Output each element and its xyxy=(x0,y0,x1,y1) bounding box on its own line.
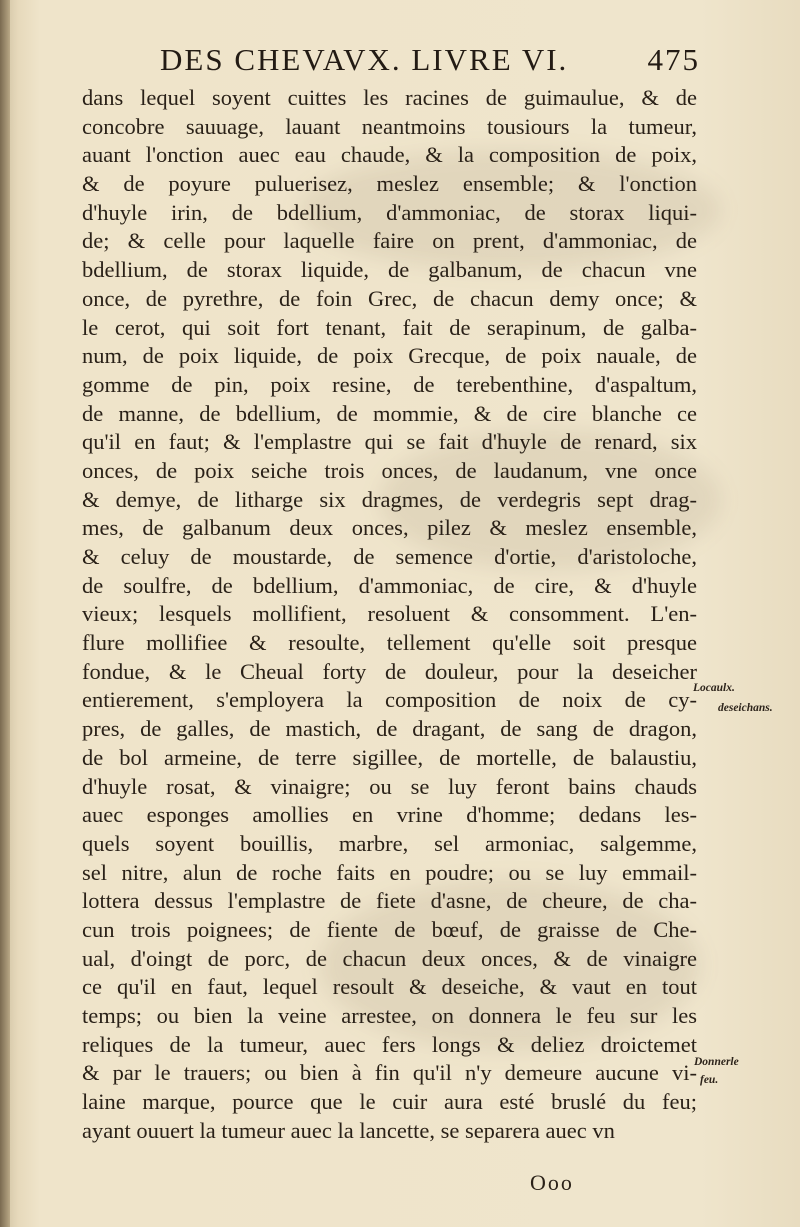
margin-notes xyxy=(693,0,793,1227)
binding-gutter xyxy=(0,0,10,1227)
text-line: ayant ouuert la tumeur auec la lancette, se separera auec vn xyxy=(82,1117,615,1143)
margin-note-locaulx xyxy=(693,682,773,715)
margin-note-line: Locaulx. xyxy=(693,682,735,694)
text-line: le cerot, qui soit fort tenant, fait de serapinum, de galba- xyxy=(82,314,697,340)
text-line: cun trois poignees; de fiente de bœuf, de graisse de Che- xyxy=(82,916,697,942)
running-title: DES CHEVAVX. LIVRE VI. xyxy=(160,42,569,77)
margin-note-donner-le-feu xyxy=(694,1056,739,1087)
text-line: reliques de la tumeur, auec fers longs & deliez droictemet xyxy=(82,1031,697,1057)
catchword: Ooo xyxy=(530,1170,574,1195)
text-line: d'huyle rosat, & vinaigre; ou se luy feront bains chauds xyxy=(82,773,697,799)
text-line: mes, de galbanum deux onces, pilez & meslez ensemble, xyxy=(82,515,697,541)
text-line: & de poyure puluerisez, meslez ensemble; & l'onction xyxy=(82,171,697,197)
text-line: vieux; lesquels mollifient, resoluent & consomment. L'en- xyxy=(82,601,697,627)
text-line: flure mollifiee & resoulte, tellement qu'elle soit presque xyxy=(82,630,697,656)
text-line: concobre sauuage, lauant neantmoins tousiours la tumeur, xyxy=(82,113,697,139)
text-line: & demye, de litharge six dragmes, de verdegris sept drag- xyxy=(82,486,697,512)
text-line: temps; ou bien la veine arrestee, on donnera le feu sur les xyxy=(82,1003,697,1028)
text-line: ce qu'il en faut, lequel resoult & deseiche, & vaut en tout xyxy=(82,974,697,1000)
text-line: auec esponges amollies en vrine d'homme; dedans les- xyxy=(82,802,697,828)
text-line: quels soyent bouillis, marbre, sel armoniac, salgemme, xyxy=(82,830,697,856)
text-line: lottera dessus l'emplastre de fiete d'asne, de cheure, de cha- xyxy=(82,888,697,914)
text-line: de; & celle pour laquelle faire on prent, d'ammoniac, de xyxy=(82,228,697,254)
text-line: de bol armeine, de terre sigillee, de mortelle, de balaustiu, xyxy=(82,744,697,770)
margin-note-line: deseichans. xyxy=(718,702,773,714)
text-line: ual, d'oingt de porc, de chacun deux onces, & de vinaigre xyxy=(82,945,697,971)
text-line: & celuy de moustarde, de semence d'ortie, d'aristoloche, xyxy=(82,544,697,569)
text-line: sel nitre, alun de roche faits en poudre; ou se luy emmail- xyxy=(82,859,697,885)
margin-note-line: feu. xyxy=(700,1074,719,1086)
margin-note-line: Donnerle xyxy=(694,1056,739,1068)
text-line: d'huyle irin, de bdellium, d'ammoniac, de storax liqui- xyxy=(82,199,697,225)
text-line: laine marque, pource que le cuir aura esté bruslé du feu; xyxy=(82,1089,697,1115)
text-line: onces, de poix seiche trois onces, de laudanum, vne once xyxy=(82,457,697,483)
text-line: dans lequel soyent cuittes les racines de guimaulue, & de xyxy=(82,85,697,110)
text-line: pres, de galles, de mastich, de dragant, de sang de dragon, xyxy=(82,716,697,742)
page-number: 475 xyxy=(647,42,700,77)
text-line: gomme de pin, poix resine, de terebenthine, d'aspaltum, xyxy=(82,371,697,397)
text-line: once, de pyrethre, de foin Grec, de chacun demy once; & xyxy=(82,285,697,311)
text-line: & par le trauers; ou bien à fin qu'il n'y demeure aucune vi- xyxy=(82,1060,697,1086)
text-line: fondue, & le Cheual forty de douleur, pour la deseicher xyxy=(82,658,697,684)
text-line: entierement, s'employera la composition de noix de cy- xyxy=(82,687,697,713)
text-line: bdellium, de storax liquide, de galbanum, de chacun vne xyxy=(82,257,697,283)
text-line: num, de poix liquide, de poix Grecque, de poix nauale, de xyxy=(82,343,697,369)
running-head xyxy=(160,42,700,82)
text-line: qu'il en faut; & l'emplastre qui se fait d'huyle de renard, six xyxy=(82,429,697,455)
text-line: auant l'onction auec eau chaude, & la composition de poix, xyxy=(82,142,697,168)
text-line: de manne, de bdellium, de mommie, & de cire blanche ce xyxy=(82,400,697,426)
text-line: de soulfre, de bdellium, d'ammoniac, de cire, & d'huyle xyxy=(82,572,697,598)
main-text-block xyxy=(82,84,697,1145)
